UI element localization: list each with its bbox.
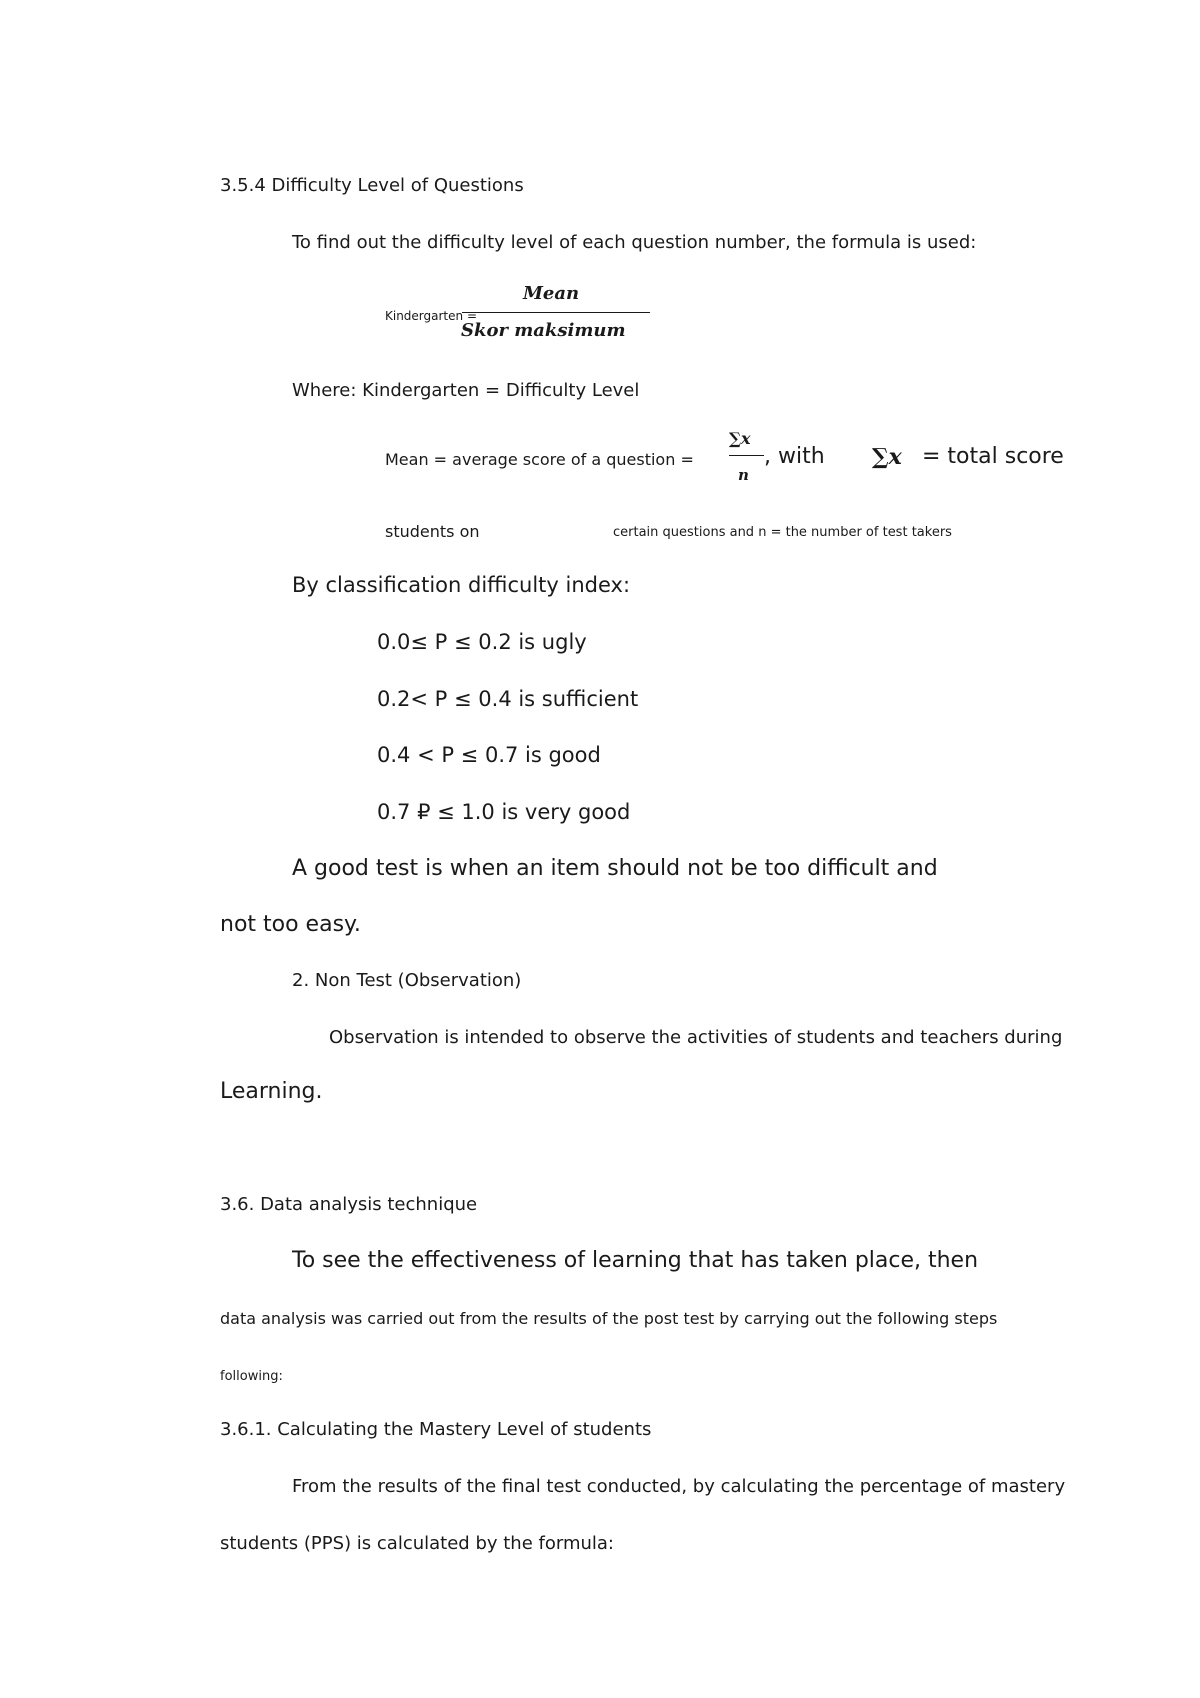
section-heading-3-6: 3.6. Data analysis technique [220, 1194, 478, 1215]
data-analysis-line-2: data analysis was carried out from the results of the post test by carrying out the following steps [220, 1309, 998, 1328]
data-analysis-line-1: To see the effectiveness of learning that has taken place, then [292, 1248, 979, 1273]
observation-paragraph: Observation is intended to observe the activities of students and teachers during [329, 1027, 1063, 1048]
data-analysis-line-3: following: [220, 1369, 283, 1384]
certain-questions-text: certain questions and n = the number of test takers [613, 525, 952, 540]
students-on-text: students on [385, 522, 480, 541]
mastery-line-1: From the results of the final test conducted, by calculating the percentage of mastery [292, 1476, 1066, 1497]
classification-item: 0.2< P ≤ 0.4 is sufficient [377, 687, 639, 711]
classification-item: 0.0≤ P ≤ 0.2 is ugly [377, 630, 587, 654]
sigma-x: ∑x [872, 444, 902, 470]
mean-fraction-line [729, 455, 764, 456]
total-score-text: = total score [922, 444, 1064, 469]
mean-fraction-denominator: n [738, 466, 749, 484]
with-text: , with [764, 444, 825, 469]
learning-text: Learning. [220, 1079, 323, 1104]
formula-lhs: Kindergarten = [385, 309, 477, 323]
good-test-line-1: A good test is when an item should not be too difficult and [292, 856, 938, 881]
section-heading-3-6-1: 3.6.1. Calculating the Mastery Level of students [220, 1419, 652, 1440]
mean-definition-text: Mean = average score of a question = [385, 450, 694, 469]
mastery-line-2: students (PPS) is calculated by the formula: [220, 1533, 614, 1554]
where-line: Where: Kindergarten = Difficulty Level [292, 380, 640, 401]
classification-title: By classification difficulty index: [292, 573, 631, 597]
classification-item: 0.4 < P ≤ 0.7 is good [377, 743, 601, 767]
formula-numerator: Mean [523, 283, 580, 304]
classification-item: 0.7 ₽ ≤ 1.0 is very good [377, 800, 631, 824]
mean-fraction-numerator: ∑x [729, 429, 751, 448]
formula-fraction-line [462, 312, 650, 313]
intro-paragraph: To find out the difficulty level of each question number, the formula is used: [292, 232, 977, 253]
section-heading-3-5-4: 3.5.4 Difficulty Level of Questions [220, 175, 524, 196]
good-test-line-2: not too easy. [220, 912, 361, 937]
formula-denominator: Skor maksimum [461, 320, 626, 341]
non-test-heading: 2. Non Test (Observation) [292, 970, 522, 991]
